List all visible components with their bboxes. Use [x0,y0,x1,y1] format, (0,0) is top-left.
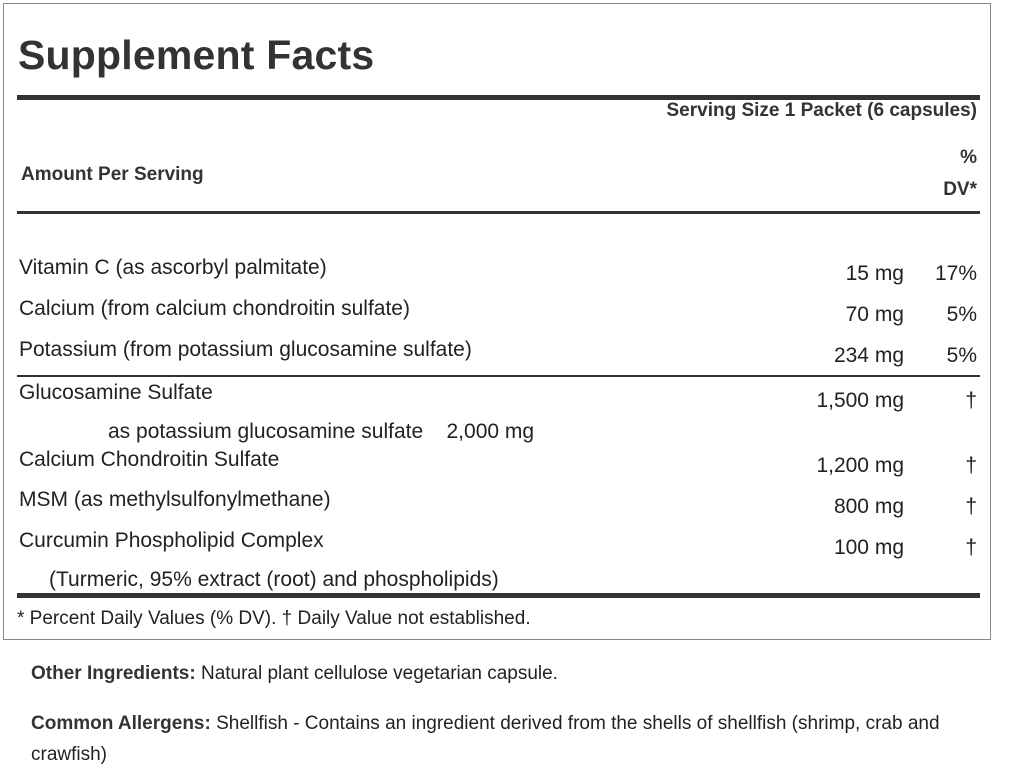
panel-title: Supplement Facts [18,32,375,78]
serving-size: Serving Size 1 Packet (6 capsules) [666,100,977,121]
other-ingredients-text: Natural plant cellulose vegetarian capsule. [195,663,558,684]
nutrient-name: Potassium (from potassium glucosamine sulfate) [19,338,472,361]
ingredient-amount: 800 mg [833,495,904,518]
footer-divider [17,593,980,598]
allergens-text: Shellfish - Contains an ingredient derived from the shells of shellfish (shrimp, crab and crawfish) [31,713,940,766]
nutrient-dv: 17% [934,262,977,285]
ingredient-name: Glucosamine Sulfate [19,381,213,404]
nutrient-dv: 5% [946,344,977,367]
nutrient-name: Calcium (from calcium chondroitin sulfate) [19,297,410,320]
ingredient-amount: 1,200 mg [816,454,904,477]
section-divider [17,375,980,377]
ingredient-dv: † [965,389,977,412]
nutrient-dv: 5% [946,303,977,326]
ingredient-amount: 1,500 mg [816,389,904,412]
other-ingredients-label: Other Ingredients: [31,663,196,684]
ingredient-name: MSM (as methylsulfonylmethane) [19,488,331,511]
dv-header-dv: DV* [943,179,977,200]
ingredient-name: Curcumin Phospholipid Complex [19,529,324,552]
supplement-facts-panel [3,3,991,640]
ingredient-name: Calcium Chondroitin Sulfate [19,448,280,471]
ingredient-subline: (Turmeric, 95% extract (root) and phospholipids) [49,568,499,591]
nutrient-amount: 70 mg [845,303,904,326]
ingredient-dv: † [965,536,977,559]
dv-header-percent: % [960,147,977,168]
common-allergens [31,708,991,771]
allergens-label: Common Allergens: [31,713,211,734]
amount-per-serving-header: Amount Per Serving [21,164,204,185]
header-divider [17,211,980,214]
dv-footnote: * Percent Daily Values (% DV). † Daily Value not established. [17,608,531,629]
other-ingredients [31,658,558,689]
nutrient-name: Vitamin C (as ascorbyl palmitate) [19,256,327,279]
nutrient-amount: 234 mg [833,344,904,367]
ingredient-dv: † [965,454,977,477]
ingredient-subline: as potassium glucosamine sulfate 2,000 mg [108,420,535,443]
ingredient-dv: † [965,495,977,518]
nutrient-amount: 15 mg [845,262,904,285]
ingredient-amount: 100 mg [833,536,904,559]
